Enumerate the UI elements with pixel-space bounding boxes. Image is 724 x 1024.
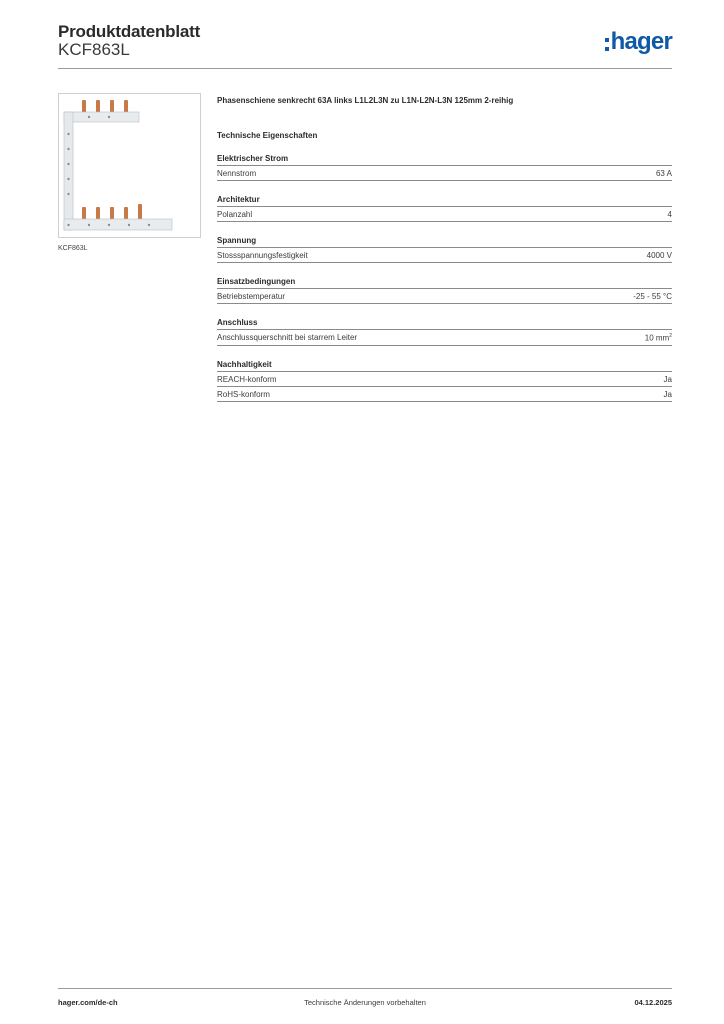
section-elektrischer-strom	[217, 154, 672, 181]
header-divider	[58, 68, 672, 69]
section-einsatzbedingungen	[217, 277, 672, 304]
logo-text: hager	[610, 28, 672, 55]
page-title: Produktdatenblatt	[58, 22, 201, 41]
spec-value: -25 - 55 °C	[633, 292, 672, 301]
spec-label: RoHS-konform	[217, 389, 270, 399]
spec-value-superscript: 2	[669, 333, 672, 339]
spec-value: Ja	[663, 374, 672, 384]
spec-row	[217, 372, 672, 387]
spec-label: Anschlussquerschnitt bei starrem Leiter	[217, 333, 358, 342]
spec-label: Betriebstemperatur	[217, 292, 286, 301]
hager-logo	[605, 28, 672, 56]
spec-label: REACH-konform	[217, 374, 277, 384]
section-heading: Spannung	[217, 236, 672, 248]
footer-divider	[58, 988, 672, 989]
website-link[interactable]: hager.com/de-ch	[58, 998, 118, 1007]
section-spannung	[217, 236, 672, 263]
section-heading: Elektrischer Strom	[217, 154, 672, 166]
page-header	[58, 20, 672, 68]
spec-row	[217, 289, 672, 304]
spec-label: Polanzahl	[217, 210, 253, 219]
busbar-illustration	[59, 94, 200, 237]
spec-row	[217, 330, 672, 346]
spec-label: Stossspannungsfestigkeit	[217, 251, 308, 260]
spec-row	[217, 166, 672, 181]
spec-row	[217, 207, 672, 222]
tech-properties-title: Technische Eigenschaften	[217, 131, 318, 140]
spec-row	[217, 248, 672, 263]
spec-value: Ja	[663, 389, 672, 399]
spec-value-number: 10 mm	[644, 333, 670, 343]
section-architektur	[217, 195, 672, 222]
product-code: KCF863L	[58, 40, 130, 59]
spec-row	[217, 387, 672, 402]
section-heading: Einsatzbedingungen	[217, 277, 672, 289]
spec-value	[645, 333, 672, 343]
spec-value: 4	[667, 210, 672, 219]
section-heading: Architektur	[217, 195, 672, 207]
product-details	[217, 96, 672, 402]
product-description: Phasenschiene senkrecht 63A links L1L2L3N zu L1N-L2N-L3N 125mm 2-reihig	[217, 96, 514, 105]
section-nachhaltigkeit	[217, 360, 672, 402]
section-heading: Anschluss	[217, 318, 672, 330]
spec-value: 63 A	[655, 169, 672, 178]
section-heading: Nachhaltigkeit	[217, 360, 672, 372]
product-image	[58, 93, 201, 238]
footer-date: 04.12.2025	[634, 998, 672, 1007]
logo-colon-icon	[605, 38, 609, 51]
section-anschluss	[217, 318, 672, 346]
footer-notice: Technische Änderungen vorbehalten	[304, 998, 426, 1007]
spec-label: Nennstrom	[217, 169, 257, 178]
spec-value: 4000 V	[646, 251, 672, 260]
image-caption: KCF863L	[58, 245, 88, 252]
